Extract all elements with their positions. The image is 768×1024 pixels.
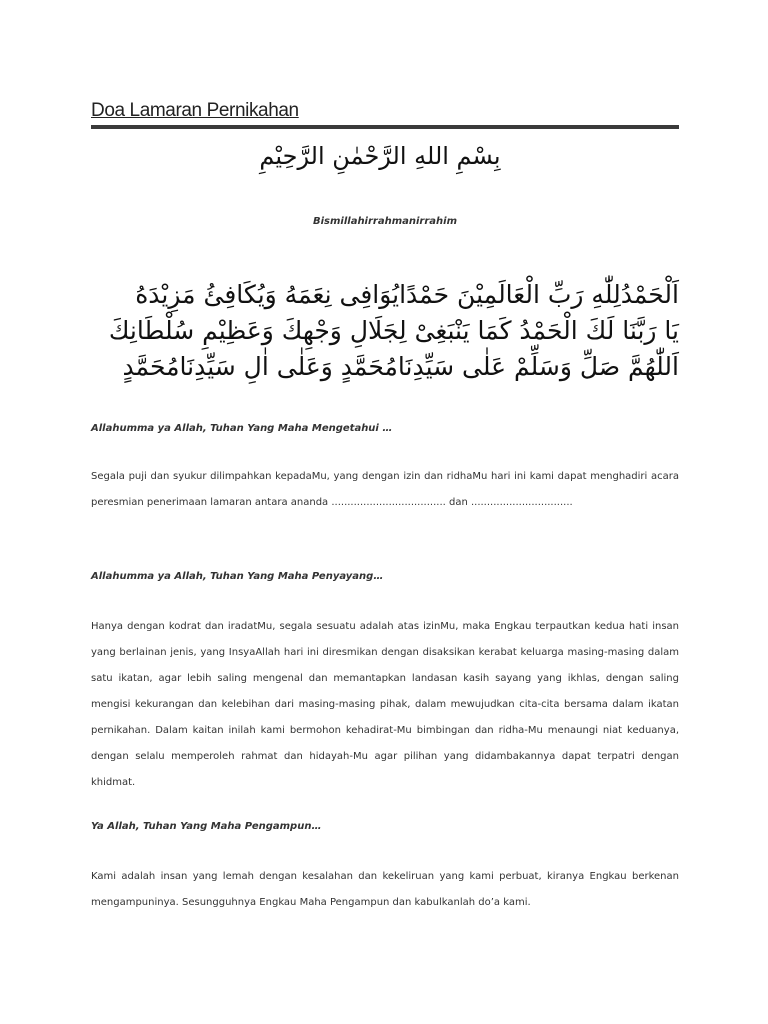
title-divider	[91, 125, 679, 129]
section-heading-2: Allahumma ya Allah, Tuhan Yang Maha Penyayang…	[91, 571, 384, 582]
bismillah-latin: Bismillahirrahmanirrahim	[312, 216, 458, 227]
section-heading-3: Ya Allah, Tuhan Yang Maha Pengampun…	[91, 821, 322, 832]
section-heading-1: Allahumma ya Allah, Tuhan Yang Maha Mengetahui …	[91, 423, 393, 434]
section-paragraph-2: Hanya dengan kodrat dan iradatMu, segala sesuatu adalah atas izinMu, maka Engkau terpautkan kedua hati insan yang berlainan jenis, yang InsyaAllah hari ini diresmikan dengan disaksikan kerabat keluarga masing-masing dalam satu ikatan, agar lebih saling mengenal dan memantapkan landasan kasih sayang yang ikhlas, dengan saling mengisi kekurangan dan kelebihan dari masing-masing pihak, dalam mewujudkan cita-cita bersama dalam ikatan pernikahan. Dalam kaitan inilah kami bermohon kehadirat-Mu bimbingan dan ridha-Mu menaungi niat keduanya, dengan selalu memperoleh rahmat dan hidayah-Mu agar pilihan yang didambakannya dapat terpatri dengan khidmat.	[91, 621, 679, 788]
arabic-line-3: اَللّٰهُمَّ صَلِّ وَسَلِّمْ عَلٰى سَيِّدِنَامُحَمَّدٍ وَعَلٰى اٰلِ سَيِّدِنَامُحَمَّدٍ	[122, 352, 679, 381]
arabic-line-1: اَلْحَمْدُلِلّٰهِ رَبِّ الْعَالَمِيْنَ حَمْدًايُوَافِى نِعَمَهُ وَيُكَافِئُ مَزِيْدَهُ	[135, 280, 679, 309]
section-paragraph-3: Kami adalah insan yang lemah dengan kesalahan dan kekeliruan yang kami perbuat, kiranya Engkau berkenan mengampuninya. Sesungguhnya Engkau Maha Pengampun dan kabulkanlah do’a kami.	[91, 871, 679, 908]
document-title: Doa Lamaran Pernikahan	[91, 100, 299, 121]
section-paragraph-1: Segala puji dan syukur dilimpahkan kepadaMu, yang dengan izin dan ridhaMu hari ini kami dapat menghadiri acara peresmian penerimaan lamaran antara ananda .................................... dan ................................	[91, 471, 679, 508]
bismillah-arabic: بِسْمِ اللهِ الرَّحْمٰنِ الرَّحِيْمِ	[259, 142, 501, 170]
arabic-line-2: يَا رَبَّنَا لَكَ الْحَمْدُ كَمَا يَنْبَغِىْ لِجَلَالِ وَجْهِكَ وَعَظِيْمِ سُلْطَانِكَ	[108, 316, 679, 345]
